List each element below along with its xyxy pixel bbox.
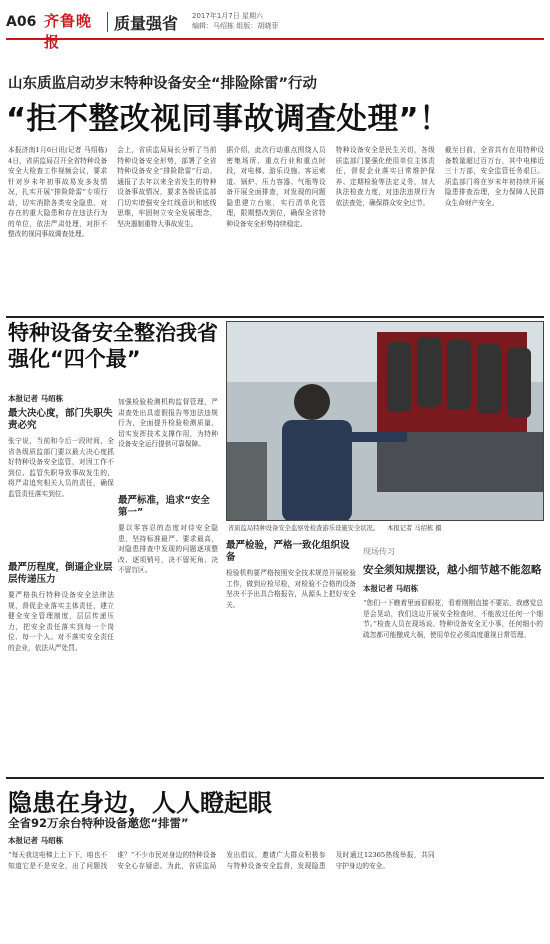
- section-divider: [6, 316, 544, 318]
- lead-column: 据介绍，此次行动重点围绕人员密集场所、重点行业和重点时段，对电梯、游乐设施、客运索道、锅炉、压力容器、气瓶等设备开展全面排查，对发现的问题隐患建立台账，实行清单化管理，限期整改到位，确保全省特种设备安全形势持续稳定。: [226, 146, 326, 228]
- lead-column: 特种设备安全是民生关切，各级质监部门要强化使用单位主体责任，督促企业落实日常维护保养、定期检验等法定义务，加大执法检查力度，对违法违规行为依法查处，确保群众安全过节。: [335, 146, 435, 207]
- lead-column: 截至目前，全省共有在用特种设备数量超过百万台，其中电梯近三十万部，安全监管任务艰巨。质监部门将在岁末年初持续开展隐患排查治理，全力保障人民群众生命财产安全。: [444, 146, 545, 207]
- photo-credit: 本报记者 马绍栋 摄: [387, 525, 442, 532]
- bottom-text: “每天我这电梯上上下下，咱也不知道它是不是安全，出了问题找谁？”不少市民对身边的特种设备安全心存疑虑。为此，省质监局发出倡议，邀请广大群众积极参与特种设备安全监督，发现隐患及时通过12365热线举报，共同守护身边的安全。: [8, 851, 435, 870]
- edition-staff: 编辑：马绍栋 组版：胡晓菲: [192, 22, 279, 30]
- story3-byline: 本报记者 马绍栋: [363, 584, 419, 593]
- masthead: [6, 4, 544, 51]
- bottom-headline: 隐患在身边，人人瞪起眼: [8, 789, 272, 817]
- bottom-subhead: 全省92万余台特种设备邀您“排雷”: [8, 816, 189, 830]
- lead-body: [8, 145, 544, 328]
- photo-caption: [228, 523, 442, 532]
- news-photo: [226, 321, 544, 521]
- lead-headline: “拒不整改视同事故调查处理”！: [6, 102, 451, 137]
- story3-tag: 现场传习: [363, 547, 395, 556]
- story2-column-2: [118, 397, 218, 773]
- story2-byline: 本报记者 马绍栋: [8, 394, 64, 403]
- edition-info: [192, 11, 278, 31]
- story2-subhead: 最大决心度，部门失职失责必究: [8, 408, 113, 431]
- section-title: 质量强省: [114, 14, 179, 33]
- story3-text: “您们一下瞧着里面很眼花，看着刚刚直接不要站，我感觉总是会晃动，我们这边开展安全检查时，不能放过任何一个细节。”检查人员在现场说。特种设备安全无小事，任何细小的疏忽都可能酿成大祸，使用单位必须高度重视日常管理。: [363, 599, 543, 639]
- story2-headline: 特种设备安全整治我省强化“四个最”: [8, 321, 218, 371]
- amusement-ride-photo: [227, 322, 544, 521]
- logo-divider: [107, 12, 108, 32]
- story2-column-3: [226, 540, 356, 773]
- bottom-byline: 本报记者 马绍栋: [8, 836, 64, 845]
- section-divider: [6, 777, 544, 779]
- lead-column: 本报济南1月6日讯(记者 马绍栋) 4日，省质监局召开全省特种设备安全大检查工作视频会议，要求针对岁末年初事故易发多发情况，扎实开展“排险除雷”专项行动，切实消除各类安全隐患，对存在的重大隐患和存在违法行为的单位，依法严肃处理，对拒不整改的视同事故调查处理。: [8, 146, 108, 238]
- story2-subhead: 最严标准，追求“安全第一”: [118, 495, 210, 518]
- lead-column: 会上，省质监局局长分析了当前特种设备安全形势，部署了全省特种设备安全“排险除雷”行动。通报了去年以来全省发生的特种设备事故情况，要求各级质监部门切实增强安全红线意识和底线思维，牢固树立安全发展理念，坚决遏制重特大事故发生。: [117, 146, 217, 228]
- story2-text: 张宁说，当前和今后一段时间，全省各级质监部门要以最大决心度抓好特种设备安全监管，对因工作不到位、监管失职导致事故发生的，将严肃追究相关人员的责任，确保监管责任落实到位。: [8, 437, 114, 498]
- story2-column-1: [8, 408, 114, 773]
- story2-subhead: 最严历程度，倒逼企业层层传递压力: [8, 562, 113, 585]
- story3-headline: 安全须知规摆设，越小细节越不能忽略: [363, 564, 542, 576]
- story2-text: 要严格执行特种设备安全法律法规，督促企业落实主体责任，建立健全安全管理制度，层层传递压力，把安全责任落实到每一个岗位、每一个人。对不落实安全责任的企业，依法从严处罚。: [8, 591, 114, 652]
- story2-text: 要以零容忍的态度对待安全隐患，坚持标准最严、要求最高，对隐患排查中发现的问题逐项整改、逐项销号，决不留死角、决不留盲区。: [118, 524, 218, 574]
- story2-subhead: 最严检验，严格一致化组织设备: [226, 540, 350, 563]
- page-number: A06: [6, 14, 37, 30]
- story2-text: 加强检验检测机构监督管理，严肃查处出具虚假报告等违法违规行为，全面提升检验检测质量，切实发挥技术支撑作用，为特种设备安全运行提供可靠保障。: [118, 398, 218, 448]
- photo-caption-text: 省质监局特种设备安全监察处检查游乐设施安全状况。: [228, 525, 380, 532]
- newspaper-logo: 齐鲁晚报: [44, 12, 93, 51]
- lead-kicker: 山东质监启动岁末特种设备安全“排险除雷”行动: [8, 76, 318, 92]
- story2-text: 检验机构要严格按照安全技术规范开展检验工作，做到应检尽检，对检验不合格的设备坚决不予出具合格报告，从源头上把好安全关。: [226, 569, 356, 609]
- edition-date: 2017年1月7日 星期六: [192, 12, 263, 20]
